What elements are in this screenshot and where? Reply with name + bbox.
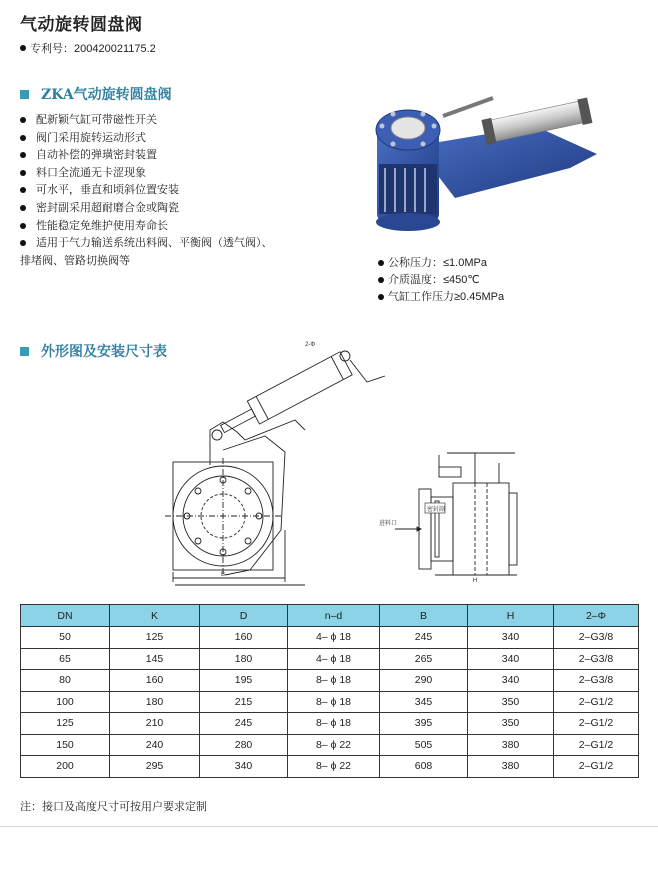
feature-item <box>20 218 350 236</box>
table-cell: 180 <box>110 691 200 713</box>
column-header: n–d <box>288 605 380 627</box>
bullet-icon <box>20 240 26 246</box>
bullet-icon <box>20 205 26 211</box>
table-cell: 215 <box>200 691 288 713</box>
table-row <box>21 691 639 713</box>
table-cell: 80 <box>21 670 110 692</box>
front-view-drawing <box>155 340 398 590</box>
drawing-cylinder <box>216 352 352 441</box>
table-cell: 340 <box>200 756 288 778</box>
table-cell: 4– ϕ 18 <box>288 627 380 649</box>
bullet-icon <box>20 117 26 123</box>
table-cell: 160 <box>110 670 200 692</box>
table-cell: 8– ϕ 18 <box>288 713 380 735</box>
table-cell: 8– ϕ 18 <box>288 691 380 713</box>
inlet-label: 进料口 <box>379 521 398 527</box>
table-row <box>21 713 639 735</box>
table-cell: 380 <box>468 734 554 756</box>
table-cell: 290 <box>380 670 468 692</box>
table-cell: 210 <box>110 713 200 735</box>
table-cell: 8– ϕ 18 <box>288 670 380 692</box>
table-cell: 8– ϕ 22 <box>288 734 380 756</box>
piston-rod <box>443 98 493 116</box>
table-cell: 2–G3/8 <box>554 648 639 670</box>
feature-text: 配新颖气缸可带磁性开关 <box>36 114 157 126</box>
dim-label-h: H <box>472 578 478 584</box>
feature-text: 料口全流通无卡涩现象 <box>36 166 146 179</box>
seal-label: 密封副 <box>427 507 446 513</box>
dim-label-b: B <box>220 572 226 578</box>
feature-item <box>20 165 350 183</box>
spec-text: 介质温度：≤450℃ <box>388 274 480 286</box>
table-body <box>21 627 639 778</box>
feature-item <box>20 182 350 200</box>
dimension-table <box>20 604 639 778</box>
table-cell: 180 <box>200 648 288 670</box>
section-heading-text: 外形图及安装尺寸表 <box>41 344 167 360</box>
column-header: DN <box>21 605 110 627</box>
spec-item <box>378 272 638 289</box>
feature-item-continuation <box>20 253 350 271</box>
section-square-icon <box>20 90 29 99</box>
feature-text: 性能稳定免维护使用寿命长 <box>36 219 168 232</box>
section-heading-text: ZKA气动旋转圆盘阀 <box>41 87 172 103</box>
valve-port <box>391 117 425 139</box>
table-cell: 350 <box>468 691 554 713</box>
column-header: K <box>110 605 200 627</box>
table-row <box>21 756 639 778</box>
feature-text: 排堵阀、管路切换阀等 <box>20 254 130 267</box>
bullet-icon <box>378 277 384 283</box>
table-cell: 160 <box>200 627 288 649</box>
feature-text: 适用于气力输送系统出料阀、平衡阀（透气阀）、 <box>36 237 273 250</box>
bullet-icon <box>20 170 26 176</box>
table-row <box>21 670 639 692</box>
table-row <box>21 734 639 756</box>
table-cell: 265 <box>380 648 468 670</box>
table-cell: 2–G3/8 <box>554 670 639 692</box>
patent-text: 专利号：200420021175.2 <box>30 43 156 55</box>
table-cell: 340 <box>468 627 554 649</box>
column-header: B <box>380 605 468 627</box>
table-cell: 200 <box>21 756 110 778</box>
table-cell: 245 <box>380 627 468 649</box>
feature-item <box>20 147 350 165</box>
table-cell: 8– ϕ 22 <box>288 756 380 778</box>
table-cell: 4– ϕ 18 <box>288 648 380 670</box>
table-cell: 150 <box>21 734 110 756</box>
bullet-icon <box>20 187 26 193</box>
bullet-icon <box>20 135 26 141</box>
valve-product-illustration <box>365 86 610 238</box>
table-cell: 280 <box>200 734 288 756</box>
table-cell: 2–G3/8 <box>554 627 639 649</box>
table-cell: 350 <box>468 713 554 735</box>
spec-item <box>378 255 638 272</box>
feature-item <box>20 130 350 148</box>
feature-text: 密封副采用超耐磨合金或陶瓷 <box>36 201 179 214</box>
table-cell: 505 <box>380 734 468 756</box>
spec-text: 气缸工作压力≥0.45MPa <box>388 291 505 303</box>
bottom-divider <box>0 826 658 827</box>
patent-number <box>20 40 156 56</box>
table-cell: 2–G1/2 <box>554 756 639 778</box>
table-cell: 295 <box>110 756 200 778</box>
column-header: H <box>468 605 554 627</box>
table-row <box>21 627 639 649</box>
feature-text: 自动补偿的弹璜密封装置 <box>36 149 157 162</box>
section-square-icon <box>20 347 29 356</box>
table-cell: 240 <box>110 734 200 756</box>
feature-list <box>20 112 350 270</box>
feature-item <box>20 235 350 253</box>
bullet-icon <box>20 45 26 51</box>
feature-text: 阀门采用旋转运动形式 <box>36 131 146 144</box>
section-heading-product <box>20 84 172 104</box>
footnote: 注：接口及高度尺寸可按用户要求定制 <box>20 801 207 813</box>
table-cell: 125 <box>110 627 200 649</box>
table-cell: 380 <box>468 756 554 778</box>
spec-text: 公称压力：≤1.0MPa <box>388 257 487 269</box>
table-cell: 195 <box>200 670 288 692</box>
column-header: D <box>200 605 288 627</box>
spec-item <box>378 289 638 306</box>
table-header-row <box>21 605 639 627</box>
table-cell: 2–G1/2 <box>554 713 639 735</box>
section-heading-dimensions <box>20 341 167 361</box>
table-cell: 395 <box>380 713 468 735</box>
feature-item <box>20 200 350 218</box>
bullet-icon <box>378 260 384 266</box>
dim-label-port: 2-Φ <box>305 342 316 348</box>
table-cell: 340 <box>468 670 554 692</box>
table-row <box>21 648 639 670</box>
table-cell: 245 <box>200 713 288 735</box>
table-cell: 345 <box>380 691 468 713</box>
table-cell: 608 <box>380 756 468 778</box>
table-cell: 50 <box>21 627 110 649</box>
bullet-icon <box>20 223 26 229</box>
table-cell: 2–G1/2 <box>554 691 639 713</box>
feature-item <box>20 112 350 130</box>
spec-list <box>378 255 638 306</box>
table-cell: 340 <box>468 648 554 670</box>
side-view-drawing <box>375 445 535 585</box>
table-cell: 65 <box>21 648 110 670</box>
page-title: 气动旋转圆盘阀 <box>20 15 143 35</box>
bullet-icon <box>20 152 26 158</box>
table-cell: 125 <box>21 713 110 735</box>
table-cell: 2–G1/2 <box>554 734 639 756</box>
feature-text: 可水平，垂直和顷斜位置安装 <box>36 184 179 197</box>
bullet-icon <box>378 294 384 300</box>
table-cell: 100 <box>21 691 110 713</box>
table-cell: 145 <box>110 648 200 670</box>
column-header: 2–Φ <box>554 605 639 627</box>
